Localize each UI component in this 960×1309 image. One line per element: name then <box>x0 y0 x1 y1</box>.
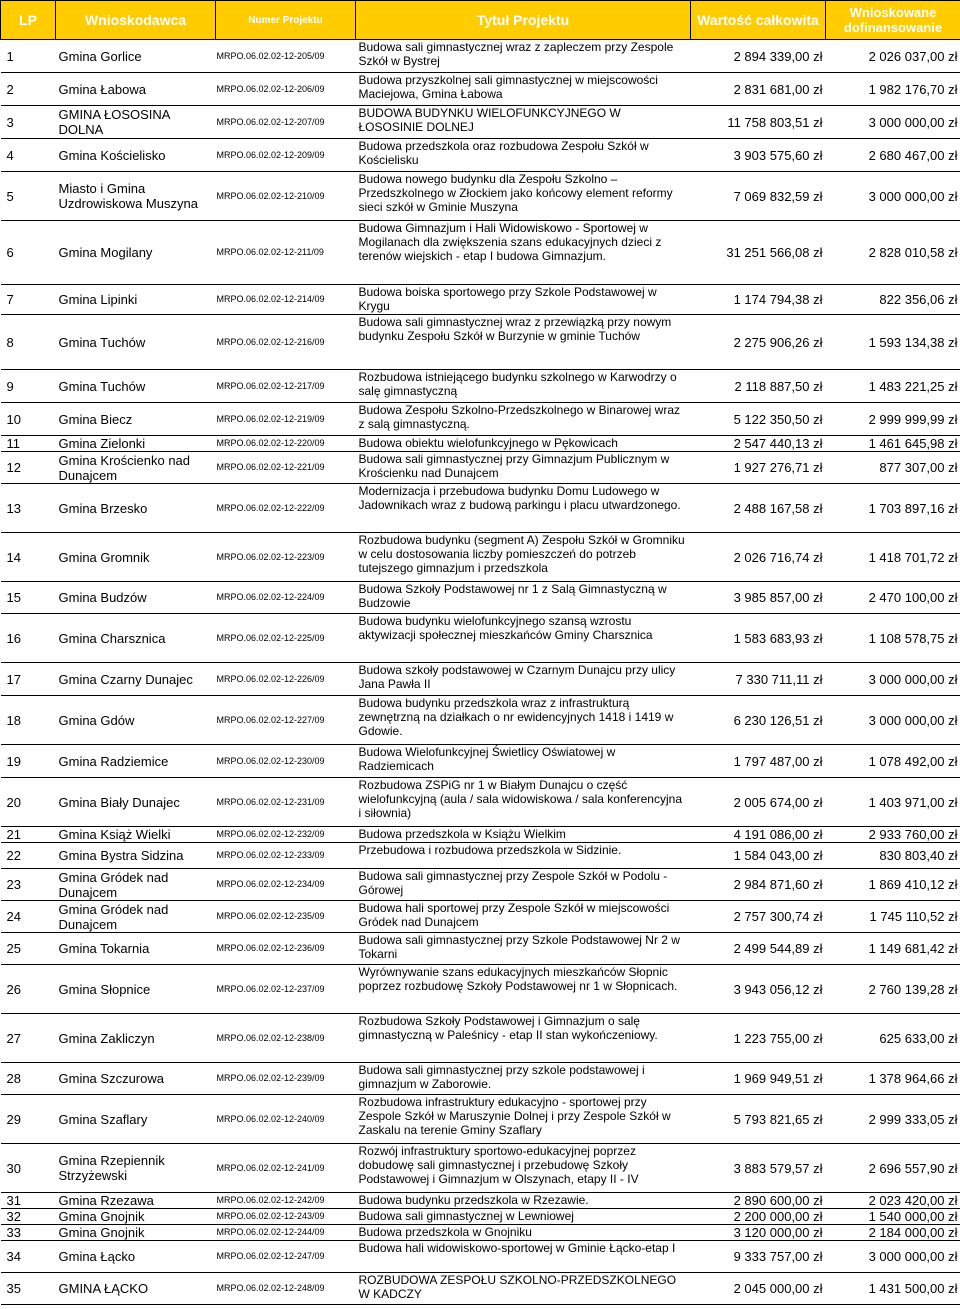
cell-applicant: Gmina Książ Wielki <box>56 827 216 843</box>
cell-project-number: MRPO.06.02.02-12-238/09 <box>216 1014 356 1063</box>
table-row <box>1 484 960 533</box>
header-row <box>1 1 960 40</box>
cell-project-number: MRPO.06.02.02-12-216/09 <box>216 315 356 370</box>
cell-project-title: Budowa nowego budynku dla Zespołu Szkolno – Przedszkolnego w Złockiem jako końcowy element reformy sieci szkół w Gminie Muszyna <box>356 172 691 221</box>
table-row <box>1 1209 960 1225</box>
cell-project-number: MRPO.06.02.02-12-226/09 <box>216 663 356 696</box>
cell-project-number: MRPO.06.02.02-12-235/09 <box>216 901 356 933</box>
cell-requested-funding: 2 760 139,28 zł <box>826 965 960 1014</box>
cell-project-title: Budowa sali gimnastycznej przy Zespole Szkół w Podolu - Górowej <box>356 869 691 901</box>
cell-requested-funding: 2 933 760,00 zł <box>826 827 960 843</box>
cell-applicant: Gmina Gorlice <box>56 40 216 73</box>
cell-project-number: MRPO.06.02.02-12-206/09 <box>216 73 356 106</box>
cell-lp: 16 <box>1 614 56 663</box>
cell-requested-funding: 1 418 701,72 zł <box>826 533 960 582</box>
cell-project-title: Budowa sali gimnastycznej przy szkole podstawowej i gimnazjum w Zaborowie. <box>356 1063 691 1095</box>
cell-applicant: Gmina Rzepiennik Strzyżewski <box>56 1144 216 1193</box>
cell-total-value: 2 005 674,00 zł <box>691 778 826 827</box>
cell-project-title: Budowa budynku przedszkola wraz z infrastrukturą zewnętrzną na działkach o nr ewidencyjnych 1418 i 1419 w Gdowie. <box>356 696 691 745</box>
cell-project-number: MRPO.06.02.02-12-227/09 <box>216 696 356 745</box>
cell-applicant: Gmina Radziemice <box>56 745 216 778</box>
cell-lp: 20 <box>1 778 56 827</box>
cell-requested-funding: 830 803,40 zł <box>826 843 960 869</box>
cell-lp: 26 <box>1 965 56 1014</box>
cell-project-number: MRPO.06.02.02-12-242/09 <box>216 1193 356 1209</box>
cell-applicant: Gmina Brzesko <box>56 484 216 533</box>
table-row <box>1 40 960 73</box>
cell-applicant: Gmina Biecz <box>56 403 216 436</box>
cell-total-value: 7 330 711,11 zł <box>691 663 826 696</box>
cell-requested-funding: 1 869 410,12 zł <box>826 869 960 901</box>
table-row <box>1 933 960 965</box>
cell-applicant: Gmina Bystra Sidzina <box>56 843 216 869</box>
cell-applicant: Gmina Słopnice <box>56 965 216 1014</box>
cell-total-value: 1 584 043,00 zł <box>691 843 826 869</box>
cell-project-number: MRPO.06.02.02-12-222/09 <box>216 484 356 533</box>
cell-lp: 10 <box>1 403 56 436</box>
cell-total-value: 1 223 755,00 zł <box>691 1014 826 1063</box>
cell-project-number: MRPO.06.02.02-12-248/09 <box>216 1273 356 1305</box>
cell-total-value: 3 903 575,60 zł <box>691 139 826 172</box>
header-requested-funding: Wnioskowane dofinansowanie <box>826 1 960 40</box>
cell-total-value: 3 985 857,00 zł <box>691 582 826 614</box>
cell-applicant: Gmina Gródek nad Dunajcem <box>56 869 216 901</box>
cell-project-number: MRPO.06.02.02-12-239/09 <box>216 1063 356 1095</box>
cell-total-value: 2 488 167,58 zł <box>691 484 826 533</box>
cell-applicant: Gmina Lipinki <box>56 285 216 315</box>
cell-project-number: MRPO.06.02.02-12-214/09 <box>216 285 356 315</box>
cell-applicant: Gmina Mogilany <box>56 221 216 285</box>
cell-lp: 34 <box>1 1241 56 1273</box>
cell-requested-funding: 877 307,00 zł <box>826 452 960 484</box>
cell-lp: 9 <box>1 370 56 403</box>
cell-requested-funding: 1 378 964,66 zł <box>826 1063 960 1095</box>
cell-lp: 18 <box>1 696 56 745</box>
cell-project-title: Budowa Wielofunkcyjnej Świetlicy Oświatowej w Radziemicach <box>356 745 691 778</box>
cell-total-value: 31 251 566,08 zł <box>691 221 826 285</box>
cell-applicant: Miasto i Gmina Uzdrowiskowa Muszyna <box>56 172 216 221</box>
table-row <box>1 843 960 869</box>
cell-lp: 17 <box>1 663 56 696</box>
header-applicant: Wnioskodawca <box>56 1 216 40</box>
table-row <box>1 452 960 484</box>
table-row <box>1 663 960 696</box>
cell-project-number: MRPO.06.02.02-12-217/09 <box>216 370 356 403</box>
cell-project-number: MRPO.06.02.02-12-209/09 <box>216 139 356 172</box>
table-row <box>1 172 960 221</box>
cell-requested-funding: 3 000 000,00 zł <box>826 172 960 221</box>
cell-applicant: Gmina Zielonki <box>56 436 216 452</box>
cell-project-title: Rozbudowa istniejącego budynku szkolnego w Karwodrzy o salę gimnastyczną <box>356 370 691 403</box>
cell-applicant: Gmina Gnojnik <box>56 1209 216 1225</box>
cell-total-value: 1 969 949,51 zł <box>691 1063 826 1095</box>
cell-project-number: MRPO.06.02.02-12-241/09 <box>216 1144 356 1193</box>
table-row <box>1 1095 960 1144</box>
cell-lp: 11 <box>1 436 56 452</box>
cell-lp: 30 <box>1 1144 56 1193</box>
cell-project-number: MRPO.06.02.02-12-210/09 <box>216 172 356 221</box>
cell-total-value: 2 757 300,74 zł <box>691 901 826 933</box>
cell-applicant: Gmina Krościenko nad Dunajcem <box>56 452 216 484</box>
cell-project-title: Budowa sali gimnastycznej przy Gimnazjum Publicznym w Krościenku nad Dunajcem <box>356 452 691 484</box>
cell-requested-funding: 822 356,06 zł <box>826 285 960 315</box>
cell-project-number: MRPO.06.02.02-12-219/09 <box>216 403 356 436</box>
cell-project-title: Budowa przedszkola w Gnojniku <box>356 1225 691 1241</box>
cell-project-title: Budowa budynku przedszkola w Rzezawie. <box>356 1193 691 1209</box>
cell-project-number: MRPO.06.02.02-12-236/09 <box>216 933 356 965</box>
cell-project-title: Budowa Zespołu Szkolno-Przedszkolnego w Binarowej wraz z salą gimnastyczną. <box>356 403 691 436</box>
table-row <box>1 1144 960 1193</box>
cell-total-value: 6 230 126,51 zł <box>691 696 826 745</box>
cell-total-value: 3 943 056,12 zł <box>691 965 826 1014</box>
cell-project-number: MRPO.06.02.02-12-211/09 <box>216 221 356 285</box>
table-row <box>1 582 960 614</box>
table-row <box>1 370 960 403</box>
cell-requested-funding: 3 000 000,00 zł <box>826 663 960 696</box>
cell-applicant: Gmina Tuchów <box>56 315 216 370</box>
cell-applicant: Gmina Czarny Dunajec <box>56 663 216 696</box>
table-row <box>1 869 960 901</box>
table-row <box>1 533 960 582</box>
table-row <box>1 901 960 933</box>
cell-project-title: Budowa przedszkola oraz rozbudowa Zespołu Szkół w Kościelisku <box>356 139 691 172</box>
cell-requested-funding: 1 461 645,98 zł <box>826 436 960 452</box>
cell-requested-funding: 2 999 333,05 zł <box>826 1095 960 1144</box>
cell-project-number: MRPO.06.02.02-12-220/09 <box>216 436 356 452</box>
cell-project-title: Budowa budynku wielofunkcyjnego szansą wzrostu aktywizacji społecznej mieszkańców Gminy Charsznica <box>356 614 691 663</box>
cell-requested-funding: 3 000 000,00 zł <box>826 106 960 139</box>
cell-total-value: 4 191 086,00 zł <box>691 827 826 843</box>
cell-requested-funding: 1 745 110,52 zł <box>826 901 960 933</box>
cell-requested-funding: 1 483 221,25 zł <box>826 370 960 403</box>
cell-lp: 15 <box>1 582 56 614</box>
cell-applicant: Gmina Charsznica <box>56 614 216 663</box>
cell-total-value: 2 984 871,60 zł <box>691 869 826 901</box>
cell-total-value: 1 797 487,00 zł <box>691 745 826 778</box>
cell-total-value: 7 069 832,59 zł <box>691 172 826 221</box>
cell-lp: 28 <box>1 1063 56 1095</box>
cell-total-value: 1 174 794,38 zł <box>691 285 826 315</box>
cell-applicant: Gmina Gromnik <box>56 533 216 582</box>
cell-total-value: 2 499 544,89 zł <box>691 933 826 965</box>
cell-project-number: MRPO.06.02.02-12-233/09 <box>216 843 356 869</box>
table-row <box>1 965 960 1014</box>
cell-lp: 4 <box>1 139 56 172</box>
cell-lp: 23 <box>1 869 56 901</box>
cell-project-title: Rozbudowa infrastruktury edukacyjno - sportowej przy Zespole Szkół w Maruszynie Dolnej i przy Zespole Szkół w Zaskalu na terenie Gminy Szaflary <box>356 1095 691 1144</box>
cell-project-number: MRPO.06.02.02-12-247/09 <box>216 1241 356 1273</box>
cell-total-value: 2 045 000,00 zł <box>691 1273 826 1305</box>
table-row <box>1 403 960 436</box>
cell-applicant: Gmina Rzezawa <box>56 1193 216 1209</box>
cell-lp: 24 <box>1 901 56 933</box>
cell-requested-funding: 1 431 500,00 zł <box>826 1273 960 1305</box>
cell-lp: 5 <box>1 172 56 221</box>
header-project-title: Tytuł Projektu <box>356 1 691 40</box>
cell-lp: 22 <box>1 843 56 869</box>
cell-project-title: Budowa boiska sportowego przy Szkole Podstawowej w Krygu <box>356 285 691 315</box>
cell-requested-funding: 2 680 467,00 zł <box>826 139 960 172</box>
table-row <box>1 285 960 315</box>
cell-total-value: 5 122 350,50 zł <box>691 403 826 436</box>
table-row <box>1 778 960 827</box>
cell-total-value: 3 883 579,57 zł <box>691 1144 826 1193</box>
cell-lp: 13 <box>1 484 56 533</box>
cell-applicant: GMINA ŁĄCKO <box>56 1273 216 1305</box>
cell-project-number: MRPO.06.02.02-12-234/09 <box>216 869 356 901</box>
cell-project-title: Modernizacja i przebudowa budynku Domu Ludowego w Jadownikach wraz z budową parkingu i placu utwardzonego. <box>356 484 691 533</box>
cell-requested-funding: 1 593 134,38 zł <box>826 315 960 370</box>
cell-lp: 21 <box>1 827 56 843</box>
table-row <box>1 1014 960 1063</box>
cell-total-value: 2 118 887,50 zł <box>691 370 826 403</box>
cell-project-title: Budowa przyszkolnej sali gimnastycznej w miejscowości Maciejowa, Gmina Łabowa <box>356 73 691 106</box>
cell-total-value: 2 026 716,74 zł <box>691 533 826 582</box>
cell-total-value: 9 333 757,00 zł <box>691 1241 826 1273</box>
cell-requested-funding: 2 023 420,00 zł <box>826 1193 960 1209</box>
table-row <box>1 73 960 106</box>
cell-applicant: Gmina Biały Dunajec <box>56 778 216 827</box>
cell-requested-funding: 3 000 000,00 zł <box>826 1241 960 1273</box>
cell-project-title: Przebudowa i rozbudowa przedszkola w Sidzinie. <box>356 843 691 869</box>
cell-requested-funding: 625 633,00 zł <box>826 1014 960 1063</box>
cell-project-title: Rozbudowa budynku (segment A) Zespołu Szkół w Gromniku w celu dostosowania liczby pomieszczeń do potrzeb tutejszego gimnazjum i przedszkola <box>356 533 691 582</box>
cell-project-title: Budowa przedszkola w Książu Wielkim <box>356 827 691 843</box>
cell-project-title: Rozwój infrastruktury sportowo-edukacyjnej poprzez dobudowę sali gimnastycznej i przebudowę Szkoły Podstawowej i Gimnazjum w Olszynach, etapy II - IV <box>356 1144 691 1193</box>
cell-total-value: 1 927 276,71 zł <box>691 452 826 484</box>
cell-total-value: 2 200 000,00 zł <box>691 1209 826 1225</box>
cell-project-title: Budowa hali sportowej przy Zespole Szkół w miejscowości Gródek nad Dunajcem <box>356 901 691 933</box>
cell-lp: 35 <box>1 1273 56 1305</box>
cell-applicant: GMINA ŁOSOSINA DOLNA <box>56 106 216 139</box>
cell-project-number: MRPO.06.02.02-12-205/09 <box>216 40 356 73</box>
cell-requested-funding: 1 078 492,00 zł <box>826 745 960 778</box>
table-row <box>1 1241 960 1273</box>
cell-total-value: 5 793 821,65 zł <box>691 1095 826 1144</box>
cell-requested-funding: 2 184 000,00 zł <box>826 1225 960 1241</box>
cell-project-number: MRPO.06.02.02-12-221/09 <box>216 452 356 484</box>
cell-project-number: MRPO.06.02.02-12-224/09 <box>216 582 356 614</box>
cell-lp: 25 <box>1 933 56 965</box>
cell-project-number: MRPO.06.02.02-12-207/09 <box>216 106 356 139</box>
cell-project-title: Budowa hali widowiskowo-sportowej w Gminie Łącko-etap I <box>356 1241 691 1273</box>
cell-project-number: MRPO.06.02.02-12-237/09 <box>216 965 356 1014</box>
cell-project-number: MRPO.06.02.02-12-223/09 <box>216 533 356 582</box>
table-row <box>1 139 960 172</box>
cell-total-value: 2 894 339,00 zł <box>691 40 826 73</box>
cell-lp: 27 <box>1 1014 56 1063</box>
cell-lp: 3 <box>1 106 56 139</box>
cell-project-number: MRPO.06.02.02-12-240/09 <box>216 1095 356 1144</box>
cell-requested-funding: 3 000 000,00 zł <box>826 696 960 745</box>
cell-project-number: MRPO.06.02.02-12-244/09 <box>216 1225 356 1241</box>
cell-requested-funding: 2 828 010,58 zł <box>826 221 960 285</box>
table-row <box>1 696 960 745</box>
cell-project-number: MRPO.06.02.02-12-243/09 <box>216 1209 356 1225</box>
cell-lp: 31 <box>1 1193 56 1209</box>
cell-requested-funding: 2 696 557,90 zł <box>826 1144 960 1193</box>
cell-total-value: 11 758 803,51 zł <box>691 106 826 139</box>
cell-total-value: 2 547 440,13 zł <box>691 436 826 452</box>
cell-requested-funding: 1 982 176,70 zł <box>826 73 960 106</box>
cell-project-title: Budowa Gimnazjum i Hali Widowiskowo - Sportowej w Mogilanach dla zwiększenia szans edukacyjnych dzieci z terenów wiejskich - etap I budowa Gimnazjum. <box>356 221 691 285</box>
cell-total-value: 2 275 906,26 zł <box>691 315 826 370</box>
cell-requested-funding: 1 108 578,75 zł <box>826 614 960 663</box>
cell-requested-funding: 2 470 100,00 zł <box>826 582 960 614</box>
cell-requested-funding: 2 999 999,99 zł <box>826 403 960 436</box>
cell-applicant: Gmina Gnojnik <box>56 1225 216 1241</box>
cell-project-title: Rozbudowa Szkoły Podstawowej i Gimnazjum o salę gimnastyczną w Paleśnicy - etap II stan wykończeniowy. <box>356 1014 691 1063</box>
cell-project-title: Budowa Szkoły Podstawowej nr 1 z Salą Gimnastyczną w Budzowie <box>356 582 691 614</box>
cell-applicant: Gmina Łabowa <box>56 73 216 106</box>
cell-applicant: Gmina Tokarnia <box>56 933 216 965</box>
cell-lp: 1 <box>1 40 56 73</box>
cell-lp: 19 <box>1 745 56 778</box>
cell-lp: 32 <box>1 1209 56 1225</box>
cell-applicant: Gmina Kościelisko <box>56 139 216 172</box>
cell-total-value: 2 831 681,00 zł <box>691 73 826 106</box>
cell-requested-funding: 1 540 000,00 zł <box>826 1209 960 1225</box>
cell-requested-funding: 1 149 681,42 zł <box>826 933 960 965</box>
cell-project-number: MRPO.06.02.02-12-231/09 <box>216 778 356 827</box>
table-row <box>1 614 960 663</box>
cell-project-title: Budowa sali gimnastycznej w Lewniowej <box>356 1209 691 1225</box>
table-row <box>1 827 960 843</box>
table-row <box>1 221 960 285</box>
table-row <box>1 1063 960 1095</box>
cell-project-title: Wyrównywanie szans edukacyjnych mieszkańców Słopnic poprzez rozbudowę Szkoły Podstawowej nr 1 w Słopnicach. <box>356 965 691 1014</box>
cell-applicant: Gmina Szczurowa <box>56 1063 216 1095</box>
cell-applicant: Gmina Gródek nad Dunajcem <box>56 901 216 933</box>
cell-total-value: 2 890 600,00 zł <box>691 1193 826 1209</box>
cell-project-title: ROZBUDOWA ZESPOŁU SZKOLNO-PRZEDSZKOLNEGO W KADCZY <box>356 1273 691 1305</box>
header-project-number: Numer Projektu <box>216 1 356 40</box>
cell-lp: 2 <box>1 73 56 106</box>
cell-applicant: Gmina Tuchów <box>56 370 216 403</box>
header-lp: LP <box>1 1 56 40</box>
cell-project-number: MRPO.06.02.02-12-232/09 <box>216 827 356 843</box>
cell-requested-funding: 1 703 897,16 zł <box>826 484 960 533</box>
cell-applicant: Gmina Budzów <box>56 582 216 614</box>
cell-project-title: Budowa sali gimnastycznej wraz z zapleczem przy Zespole Szkół w Bystrej <box>356 40 691 73</box>
table-row <box>1 436 960 452</box>
cell-lp: 12 <box>1 452 56 484</box>
cell-lp: 7 <box>1 285 56 315</box>
table-row <box>1 1225 960 1241</box>
cell-project-title: Budowa sali gimnastycznej wraz z przewiązką przy nowym budynku Zespołu Szkół w Burzynie w gminie Tuchów <box>356 315 691 370</box>
cell-lp: 33 <box>1 1225 56 1241</box>
table-row <box>1 315 960 370</box>
cell-applicant: Gmina Zakliczyn <box>56 1014 216 1063</box>
cell-project-title: BUDOWA BUDYNKU WIELOFUNKCYJNEGO W ŁOSOSINIE DOLNEJ <box>356 106 691 139</box>
header-total-value: Wartość całkowita <box>691 1 826 40</box>
table-row <box>1 1193 960 1209</box>
cell-total-value: 1 583 683,93 zł <box>691 614 826 663</box>
cell-applicant: Gmina Szaflary <box>56 1095 216 1144</box>
cell-project-number: MRPO.06.02.02-12-225/09 <box>216 614 356 663</box>
table-row <box>1 745 960 778</box>
cell-applicant: Gmina Gdów <box>56 696 216 745</box>
cell-total-value: 3 120 000,00 zł <box>691 1225 826 1241</box>
table-row <box>1 1273 960 1305</box>
cell-lp: 29 <box>1 1095 56 1144</box>
cell-project-title: Budowa szkoły podstawowej w Czarnym Dunajcu przy ulicy Jana Pawła II <box>356 663 691 696</box>
cell-lp: 6 <box>1 221 56 285</box>
cell-lp: 14 <box>1 533 56 582</box>
cell-requested-funding: 2 026 037,00 zł <box>826 40 960 73</box>
cell-lp: 8 <box>1 315 56 370</box>
cell-applicant: Gmina Łącko <box>56 1241 216 1273</box>
cell-project-title: Budowa obiektu wielofunkcyjnego w Pękowicach <box>356 436 691 452</box>
cell-project-title: Rozbudowa ZSPiG nr 1 w Białym Dunajcu o część wielofunkcyjną (aula / sala widowiskowa / sala konferencyjna i siłownia) <box>356 778 691 827</box>
table-row <box>1 106 960 139</box>
cell-project-number: MRPO.06.02.02-12-230/09 <box>216 745 356 778</box>
cell-project-title: Budowa sali gimnastycznej przy Szkole Podstawowej Nr 2 w Tokarni <box>356 933 691 965</box>
cell-requested-funding: 1 403 971,00 zł <box>826 778 960 827</box>
